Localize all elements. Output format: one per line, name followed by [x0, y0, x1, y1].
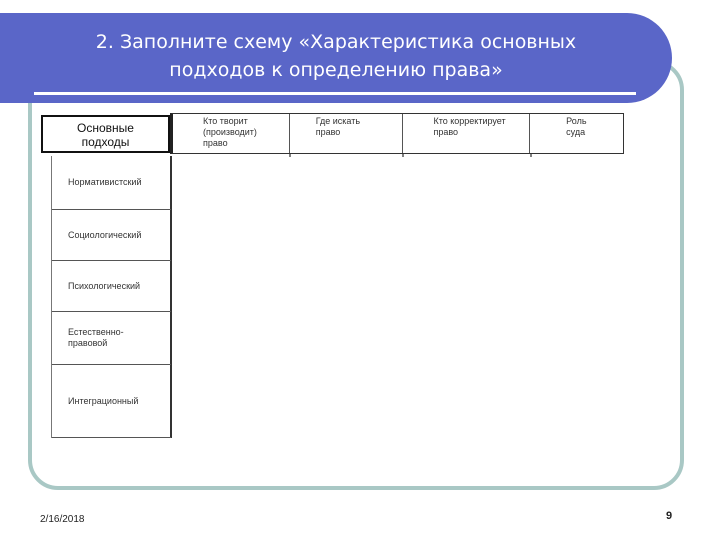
header-cell-court-role — [530, 114, 623, 153]
header-text: Кто корректирует — [433, 116, 506, 126]
row-text: Социологический — [68, 229, 142, 240]
approach-row-psychological — [52, 261, 171, 312]
header-text: право — [315, 127, 341, 137]
header-cell-who-creates — [173, 114, 290, 153]
approach-row-sociological — [52, 210, 171, 261]
row-text: Психологический — [68, 280, 141, 291]
row-text: Естественно- — [68, 327, 124, 337]
label-line-2: подходы — [81, 135, 130, 149]
row-text: Интеграционный — [68, 395, 139, 406]
slide-title — [40, 28, 632, 84]
page-number: 9 — [666, 510, 673, 522]
approaches-column — [51, 156, 172, 438]
header-text: Где искать — [315, 116, 361, 126]
header-tick-marks — [289, 154, 625, 157]
label-line-1: Основные — [77, 121, 134, 135]
header-text: право — [203, 138, 228, 148]
header-cell-who-corrects — [403, 114, 530, 153]
row-text: правовой — [68, 338, 108, 348]
header-cell-where-to-find — [290, 114, 404, 153]
slide-title-line-1: 2. Заполните схему «Характеристика основных — [95, 31, 577, 53]
header-text: Кто творит — [203, 116, 248, 126]
row-text: Нормативистский — [68, 177, 142, 187]
approach-row-normativist — [52, 156, 171, 210]
approach-row-integrative — [52, 365, 171, 438]
header-text: суда — [566, 127, 586, 137]
slide-title-line-2: подходов к определению права» — [169, 59, 503, 81]
header-text: (производит) — [203, 127, 257, 137]
slide-date: 2/16/2018 — [40, 514, 85, 525]
header-text: право — [433, 127, 459, 137]
table-header-row — [170, 113, 624, 154]
header-text: Роль — [566, 116, 587, 126]
title-underline — [34, 92, 636, 95]
approach-row-natural-law — [52, 312, 171, 365]
main-approaches-label — [41, 115, 170, 153]
